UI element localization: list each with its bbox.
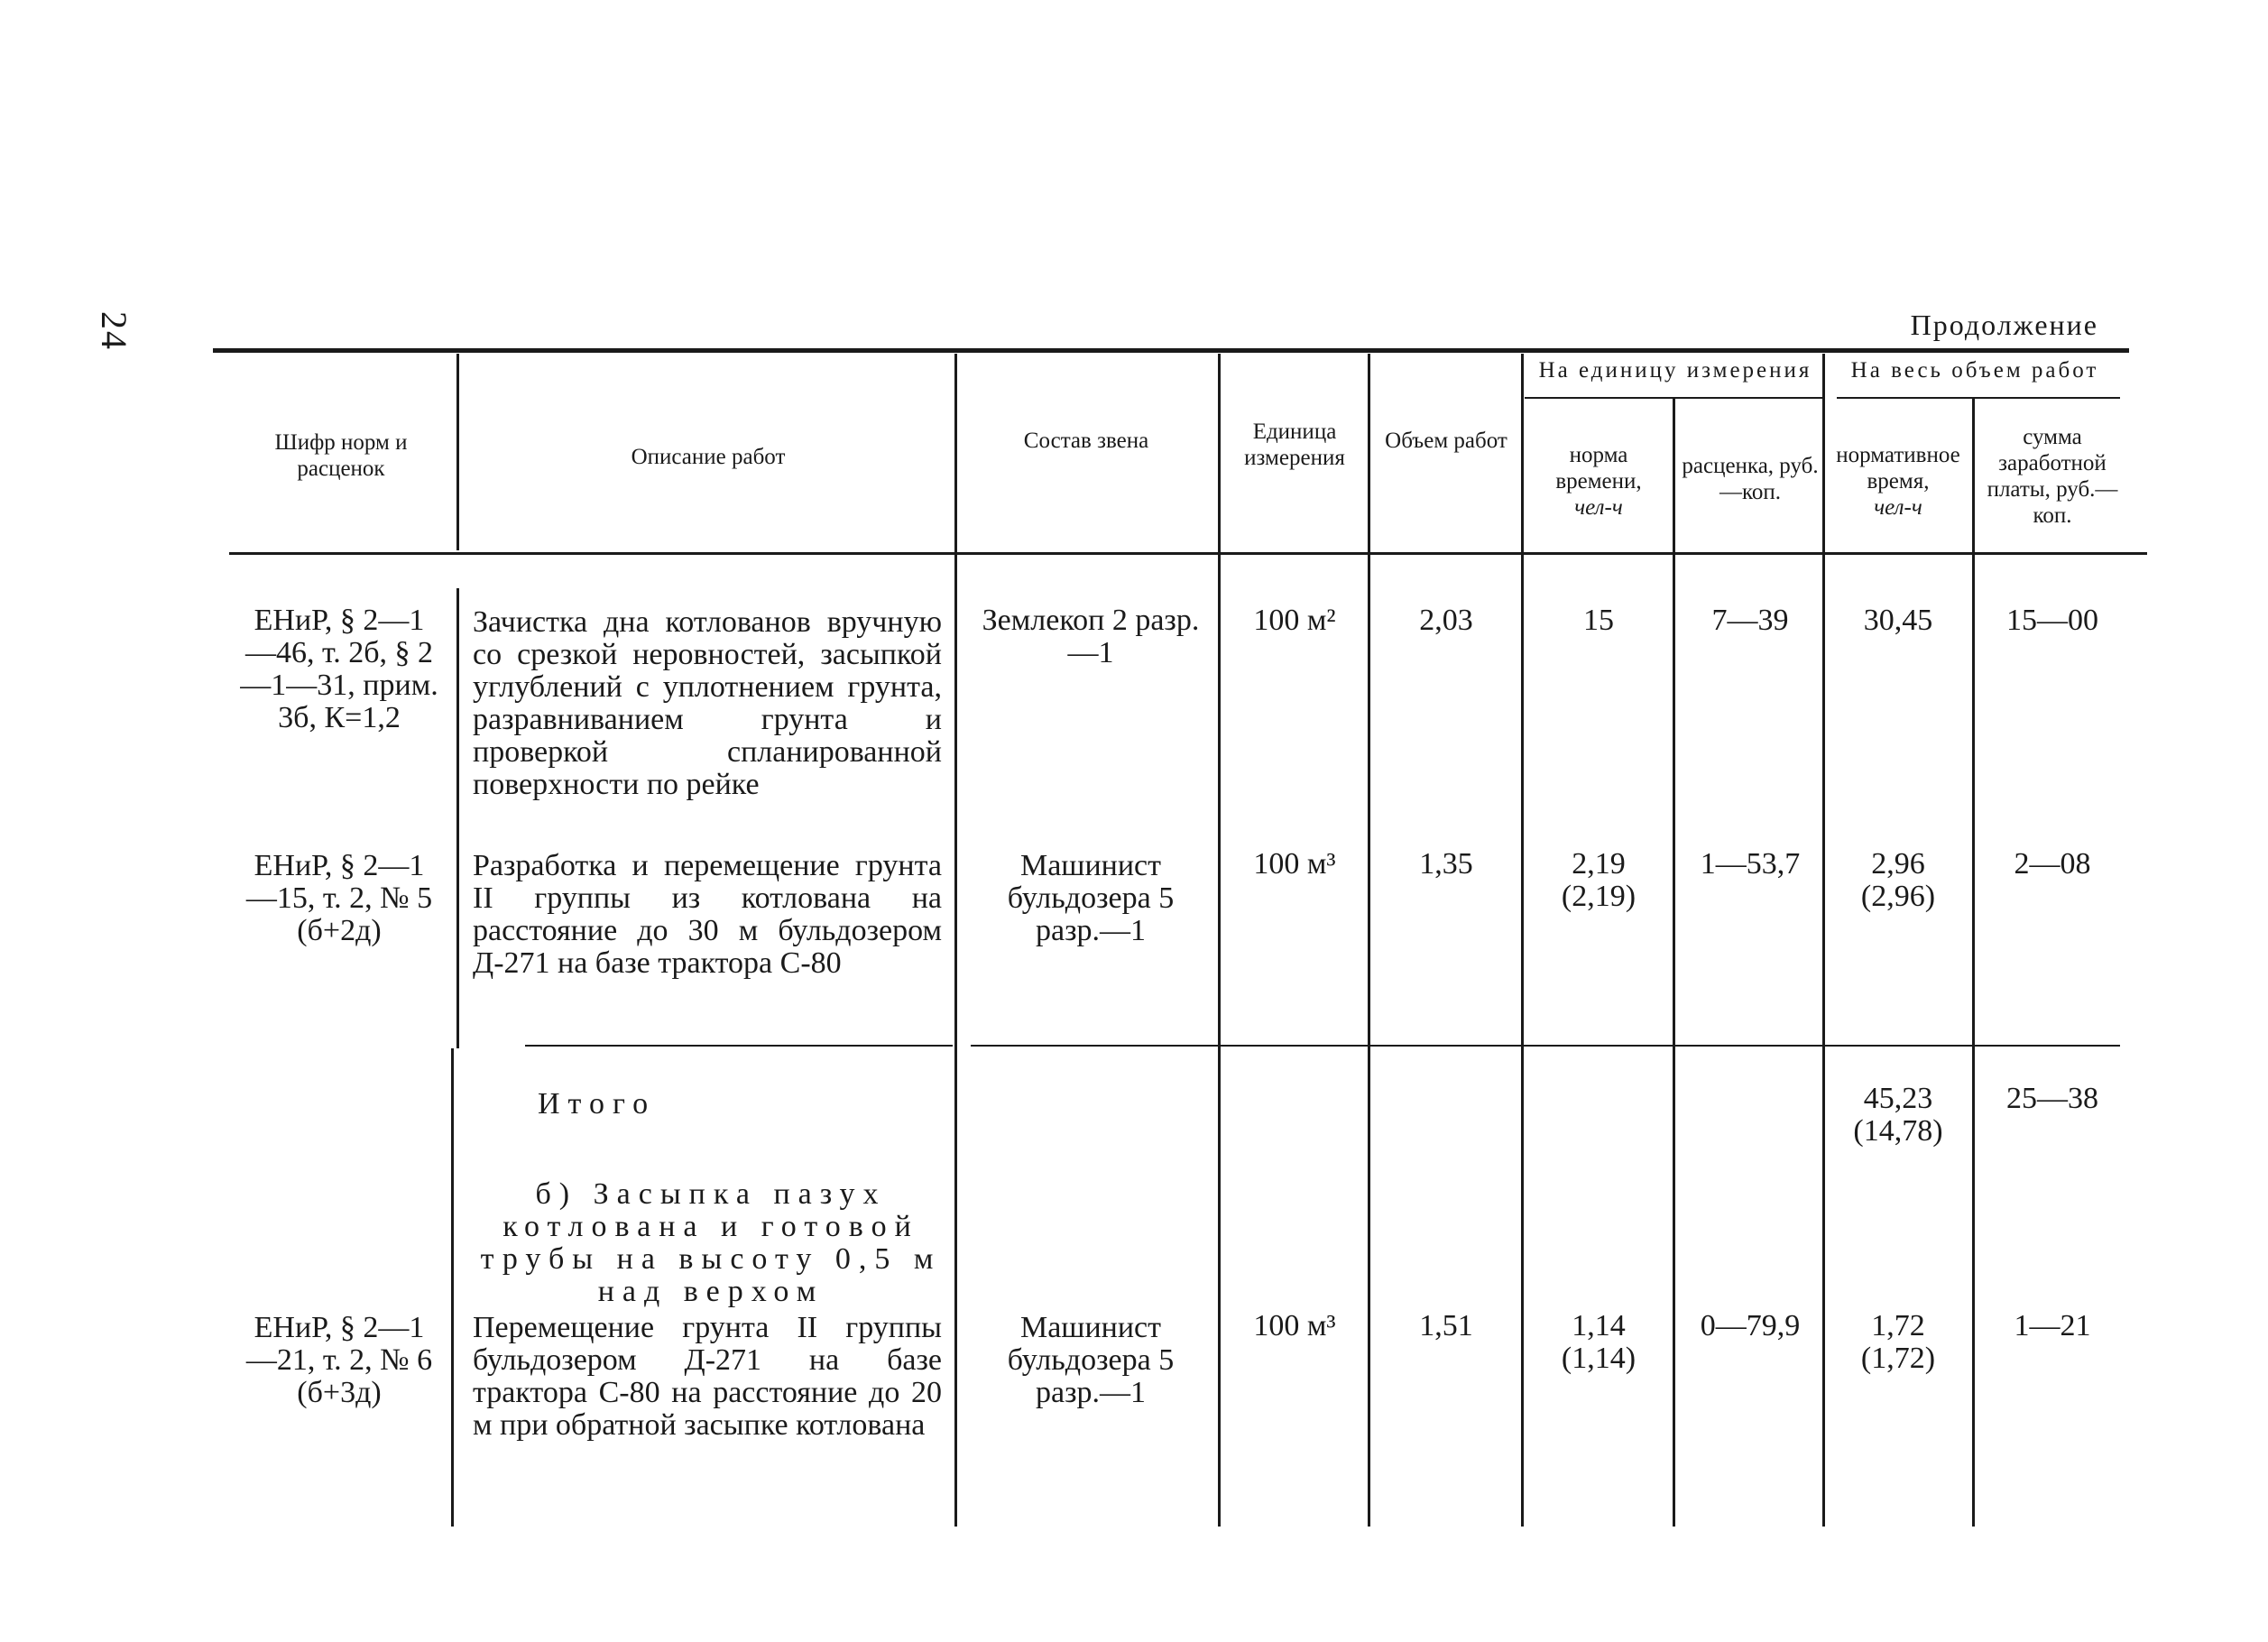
header-time-norm-unit: чел-ч [1574, 495, 1623, 520]
col-divider-6 [1673, 399, 1675, 1527]
row1-crew: Землекоп 2 разр.—1 [982, 604, 1200, 669]
row1-code: ЕНиР, § 2—1—46, т. 2б, § 2—1—31, прим. 3б, К=1,2 [240, 604, 438, 734]
row2-rate: 1—53,7 [1700, 847, 1801, 881]
row3-wage-sum: 1—21 [2014, 1309, 2091, 1342]
row2-crew: Машинист бульдозера 5 разр.—1 [1007, 849, 1175, 947]
row3-unit: 100 м³ [1253, 1309, 1336, 1342]
row2-norm-time: 2,96 (2,96) [1860, 847, 1936, 913]
row2-unit: 100 м³ [1253, 847, 1336, 881]
col-divider-3 [1218, 354, 1221, 1527]
col-divider-7 [1822, 354, 1825, 1527]
row3-volume: 1,51 [1419, 1309, 1473, 1342]
row1-volume: 2,03 [1419, 604, 1473, 637]
row1-description: Зачистка дна котлованов вручную со срезкой неровностей, засыпкой углублений с уплотнением грунта, разравниванием грунта и проверкой спланированной поверхности по рейке [473, 605, 942, 801]
col-divider-4 [1368, 354, 1370, 1527]
group-header-rule-right [1837, 397, 2120, 399]
col-divider-1 [456, 354, 459, 550]
subtotal-rule-desc [525, 1045, 953, 1047]
header-total-group: На весь объем работ [1850, 358, 2099, 383]
row1-time-norm: 15 [1583, 604, 1614, 637]
header-wage-sum: сумма заработной платы, руб.—коп. [1987, 425, 2118, 528]
row1-unit: 100 м² [1253, 604, 1336, 637]
section-b-title: б) Засыпка пазух котлована и готовой трубы на высоту 0,5 м над верхом [480, 1177, 942, 1308]
header-time-norm [1528, 442, 1669, 521]
row3-time-norm: 1,14 (1,14) [1561, 1309, 1636, 1375]
table-top-rule [213, 348, 2129, 353]
row3-crew: Машинист бульдозера 5 разр.—1 [1007, 1311, 1175, 1409]
total-wage-sum: 25—38 [2006, 1082, 2098, 1115]
total-norm-time: 45,23 (14,78) [1853, 1082, 1943, 1148]
row2-wage-sum: 2—08 [2014, 847, 2091, 881]
header-code: Шифр норм и расценок [274, 430, 408, 481]
continuation-label: Продолжение [1910, 309, 2098, 341]
row2-volume: 1,35 [1419, 847, 1473, 881]
col-divider-5 [1521, 354, 1524, 1527]
row3-description: Перемещение грунта II группы бульдозером Д-271 на базе трактора С-80 на расстояние до 20 м при обратной засыпке котлована [473, 1311, 942, 1442]
header-norm-time [1828, 442, 1968, 521]
header-crew: Состав звена [1023, 429, 1149, 453]
col-divider-2 [954, 354, 957, 1527]
row2-code: ЕНиР, § 2—1—15, т. 2, № 5 (б+2д) [245, 849, 433, 947]
col-divider-8 [1972, 399, 1975, 1527]
row2-description: Разработка и перемещение грунта II группы из котлована на расстояние до 30 м бульдозером Д-271 на базе трактора С-80 [473, 849, 942, 980]
row1-wage-sum: 15—00 [2006, 604, 2098, 637]
row3-norm-time: 1,72 (1,72) [1860, 1309, 1936, 1375]
col-divider-1b [456, 588, 459, 1048]
col-divider-1c [451, 1048, 454, 1527]
total-label: Итого [538, 1087, 657, 1121]
header-bottom-rule [229, 552, 2147, 555]
header-volume: Объем работ [1385, 429, 1507, 453]
page-number: 24 [94, 311, 134, 351]
row3-rate: 0—79,9 [1700, 1309, 1801, 1342]
row2-time-norm: 2,19 (2,19) [1561, 847, 1636, 913]
header-description: Описание работ [631, 445, 786, 469]
header-per-unit-group: На единицу измерения [1538, 358, 1812, 383]
row1-norm-time: 30,45 [1863, 604, 1933, 637]
row3-code: ЕНиР, § 2—1—21, т. 2, № 6 (б+3д) [245, 1311, 433, 1409]
header-time-norm-label: норма времени, [1555, 443, 1642, 494]
header-norm-time-unit: чел-ч [1874, 495, 1922, 520]
header-rate: расценка, руб.—коп. [1682, 454, 1819, 504]
row1-rate: 7—39 [1711, 604, 1789, 637]
header-norm-time-label: нормативное время, [1836, 443, 1960, 494]
subtotal-rule-right [971, 1045, 2120, 1047]
header-unit: Единица измерения [1244, 420, 1345, 470]
